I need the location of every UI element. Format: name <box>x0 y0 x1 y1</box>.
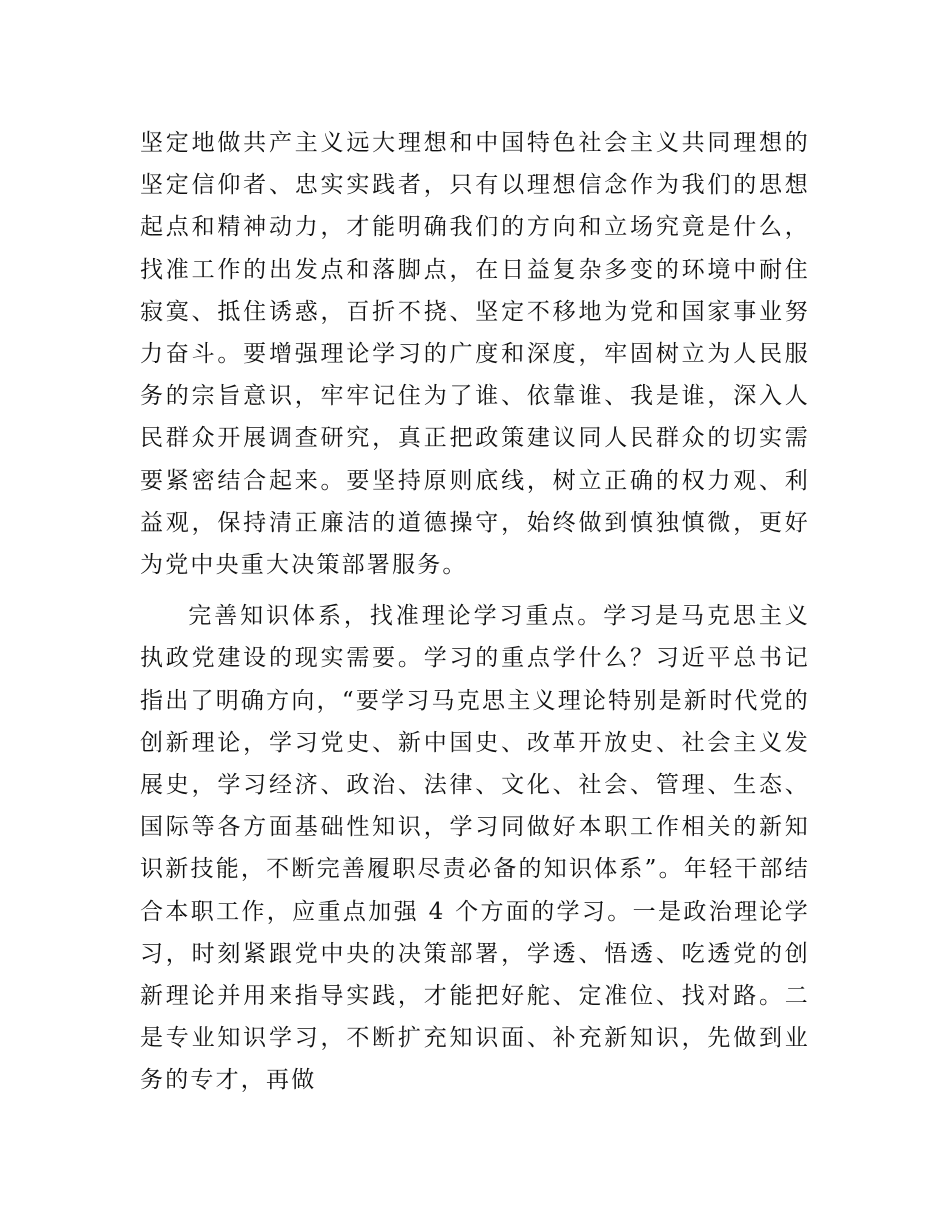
body-paragraph-1: 坚定地做共产主义远大理想和中国特色社会主义共同理想的坚定信仰者、忠实实践者，只有以理想信念作为我们的思想起点和精神动力，才能明确我们的方向和立场究竟是什么，找准工作的出发点和落脚点，在日益复杂多变的环境中耐住寂寞、抵住诱惑，百折不挠、坚定不移地为党和国家事业努力奋斗。要增强理论学习的广度和深度，牢固树立为人民服务的宗旨意识，牢牢记住为了谁、依靠谁、我是谁，深入人民群众开展调查研究，真正把政策建议同人民群众的切实需要紧密结合起来。要坚持原则底线，树立正确的权力观、利益观，保持清正廉洁的道德操守，始终做到慎独慎微，更好为党中央重大决策部署服务。 <box>140 130 810 579</box>
body-paragraph-2: 完善知识体系，找准理论学习重点。学习是马克思主义执政党建设的现实需要。学习的重点学什么？习近平总书记指出了明确方向，“要学习马克思主义理论特别是新时代党的创新理论，学习党史、新中国史、改革开放史、社会主义发展史，学习经济、政治、法律、文化、社会、管理、生态、国际等各方面基础性知识，学习同做好本职工作相关的新知识新技能，不断完善履职尽责必备的知识体系”。年轻干部结合本职工作，应重点加强 4 个方面的学习。一是政治理论学习，时刻紧跟党中央的决策部署，学透、悟透、吃透党的创新理论并用来指导实践，才能把好舵、定准位、找对路。二是专业知识学习，不断扩充知识面、补充新知识，先做到业务的专才，再做 <box>140 603 810 1094</box>
document-page <box>140 122 810 1102</box>
